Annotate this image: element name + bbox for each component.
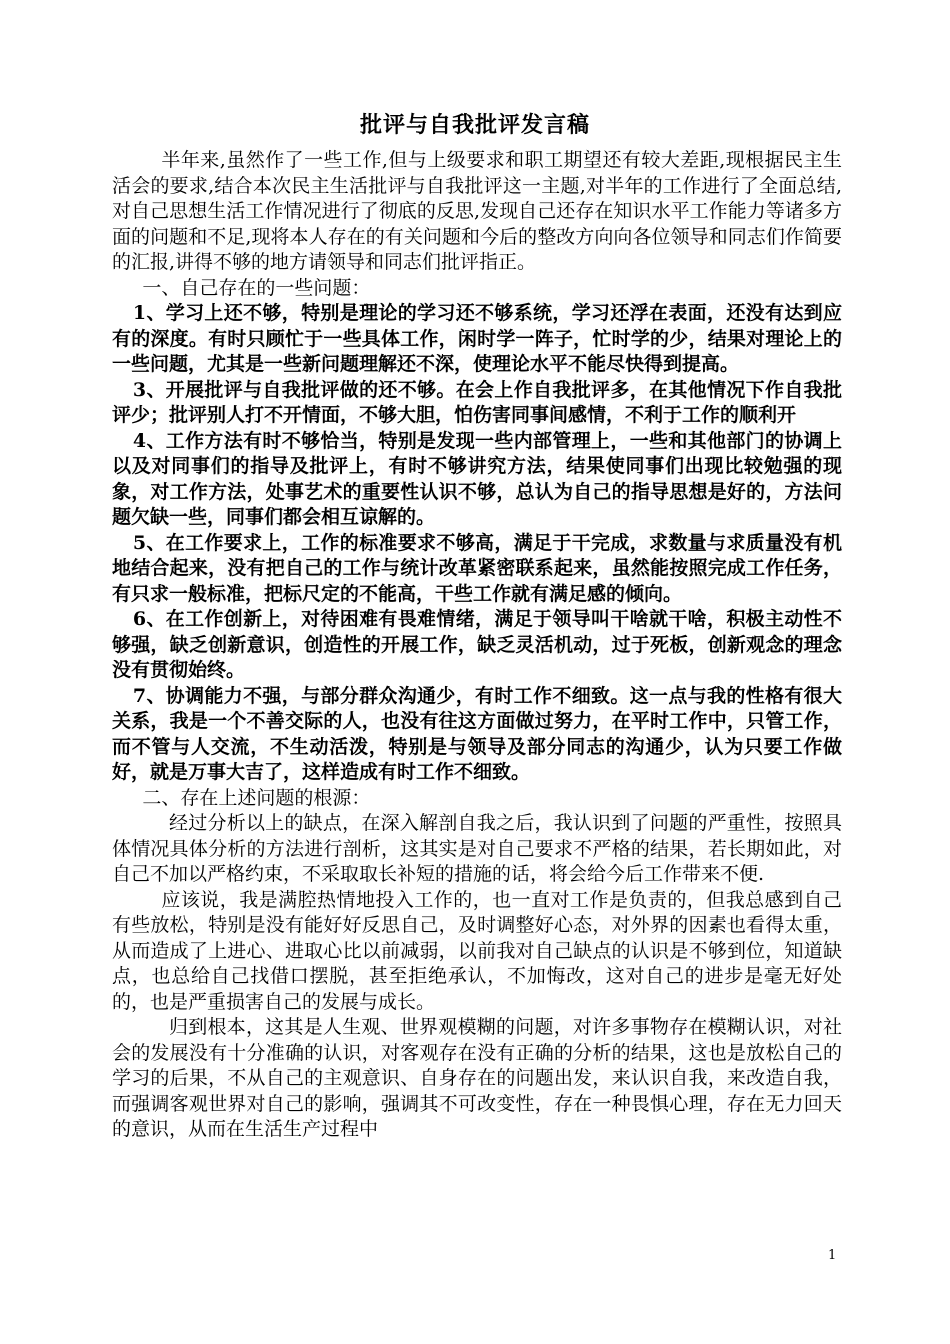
problem-item-3: 3、开展批评与自我批评做的还不够。在会上作自我批评多，在其他情况下作自我批评少；批评别人打不开情面，不够大胆，怕伤害同事间感情，不利于工作的顺利开 [112,378,842,426]
problem-item-4: 4、工作方法有时不够恰当，特别是发现一些内部管理上，一些和其他部门的协调上以及对同事们的指导及批评上，有时不够讲究方法，结果使同事们出现比较勉强的现象，对工作方法，处事艺术的重要性认识不够，总认为自己的指导思想是好的，方法问题欠缺一些，同事们都会相互谅解的。 [112,429,842,528]
document-body [112,148,842,1143]
roots-paragraph-1: 经过分析以上的缺点，在深入解剖自我之后，我认识到了问题的严重性，按照具体情况具体分析的方法进行剖析，这其实是对自己要求不严格的结果，若长期如此，对自己不加以严格约束，不采取取长补短的措施的话，将会给今后工作带来不便. [112,812,842,885]
problem-item-7: 7、协调能力不强，与部分群众沟通少，有时工作不细致。这一点与我的性格有很大关系，我是一个不善交际的人，也没有往这方面做过努力，在平时工作中，只管工作，而不管与人交流，不生动活泼，特别是与领导及部分同志的沟通少，认为只要工作做好，就是万事大吉了，这样造成有时工作不细致。 [112,684,842,783]
section-heading-roots: 二、存在上述问题的根源： [142,786,371,809]
section-heading-problems: 一、自己存在的一些问题： [142,276,371,299]
roots-paragraph-3: 归到根本，这其是人生观、世界观模糊的问题，对许多事物存在模糊认识，对社会的发展没有十分准确的认识，对客观存在没有正确的分析的结果，这也是放松自己的学习的后果，不从自己的主观意识、自身存在的问题出发，来认识自我，来改造自我，而强调客观世界对自己的影响，强调其不可改变性，存在一种畏惧心理，存在无力回天的意识，从而在生活生产过程中 [112,1016,842,1140]
page-number: 1 [828,1248,837,1263]
document-title: 批评与自我批评发言稿 [359,112,590,138]
problem-item-6: 6、在工作创新上，对待困难有畏难情绪，满足于领导叫干啥就干啥，积极主动性不够强，缺乏创新意识，创造性的开展工作，缺乏灵活机动，过于死板，创新观念的理念没有贯彻始终。 [112,608,842,681]
roots-paragraph-2: 应该说，我是满腔热情地投入工作的，也一直对工作是负责的，但我总感到自己有些放松，特别是没有能好好反思自己，及时调整好心态，对外界的因素也看得太重，从而造成了上进心、进取心比以前减弱，以前我对自己缺点的认识是不够到位，知道缺点，也总给自己找借口摆脱，甚至拒绝承认，不加悔改，这对自己的进步是毫无好处的，也是严重损害自己的发展与成长。 [112,888,842,1013]
problem-item-5: 5、在工作要求上，工作的标准要求不够高，满足于干完成，求数量与求质量没有机地结合起来，没有把自己的工作与统计改革紧密联系起来，虽然能按照完成工作任务，有只求一般标准，把标尺定的不能高，干些工作就有满足感的倾向。 [112,531,842,605]
intro-paragraph: 半年来,虽然作了一些工作,但与上级要求和职工期望还有较大差距,现根据民主生活会的要求,结合本次民主生活批评与自我批评这一主题,对半年的工作进行了全面总结,对自己思想生活工作情况进行了彻底的反思,发现自己还存在知识水平工作能力等诸多方面的问题和不足,现将本人存在的有关问题和今后的整改方向向各位领导和同志们作简要的汇报,讲得不够的地方请领导和同志们批评指正。 [112,149,842,273]
problem-item-1: 1、学习上还不够，特别是理论的学习还不够系统，学习还浮在表面，还没有达到应有的深度。有时只顾忙于一些具体工作，闲时学一阵子，忙时学的少，结果对理论上的一些问题，尤其是一些新问题理解还不深，使理论水平不能尽快得到提高。 [112,302,842,375]
